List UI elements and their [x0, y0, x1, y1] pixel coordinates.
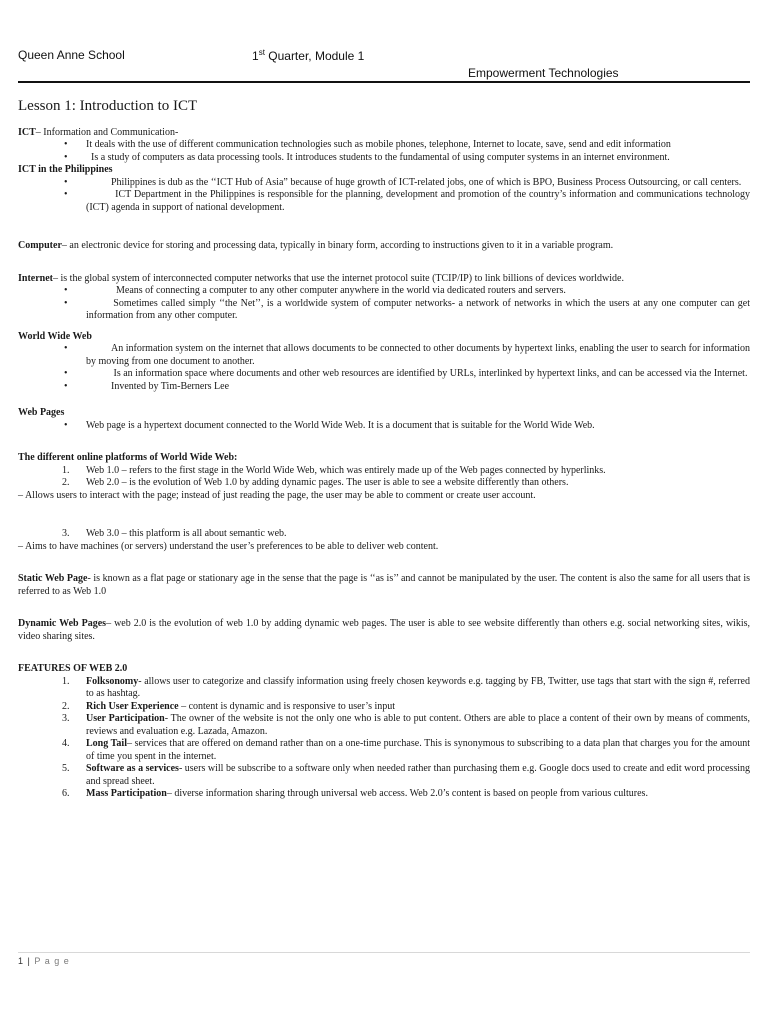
ict-definition [18, 127, 750, 140]
list-item: • Is an information space where documents and other web resources are identified by URLs, interlinked by hypertext links, and can be accessed via the Internet. [64, 368, 748, 379]
list-item: • Means of connecting a computer to any other computer anywhere in the world via dedicated routers and servers. [64, 285, 566, 296]
list-item: • Philippines is dub as the ‘‘ICT Hub of Asia” because of huge growth of ICT-related jobs, one of which is BPO, Business Process Outsourcing, or call centers. [64, 176, 742, 188]
computer-definition: Computer– an electronic device for storing and processing data, typically in binary form, according to instructions given to it in a variable program. [18, 240, 614, 251]
list-item: 3. User Participation- The owner of the website is not the only one who is able to put content. Others are able to place a content of their own by means of comments, reviews and evaluation e.g. Lazada, Amazon. [62, 713, 750, 737]
quarter-rest: Quarter, Module 1 [264, 49, 365, 63]
quarter-number: 1 [252, 49, 259, 63]
ict-ph-heading: ICT in the Philippines [18, 164, 113, 175]
page-footer [18, 956, 70, 966]
lesson-title: Lesson 1: Introduction to ICT [18, 98, 198, 114]
internet-term: Internet [18, 272, 53, 284]
ict-def: – Information and Communication- [35, 126, 179, 138]
header-rule [18, 81, 750, 83]
dynamic-term: Dynamic Web Pages [18, 618, 107, 629]
quarter-label [252, 48, 364, 63]
web3-note: – Aims to have machines (or servers) understand the user’s preferences to be able to deliver web content. [18, 540, 439, 552]
features-heading: FEATURES OF WEB 2.0 [18, 663, 128, 674]
quarter-superscript: st [258, 48, 265, 57]
www-list [18, 343, 750, 393]
www-heading: World Wide Web [18, 330, 92, 342]
internet-definition: Internet– is the global system of interconnected computer networks that use the internet protocol suite (TCIP/IP) to link billions of devices worldwide. [18, 272, 624, 284]
list-item: 2. Web 2.0 – is the evolution of Web 1.0 by adding dynamic pages. The user is able to see a website differently than others. [62, 477, 569, 488]
internet-list [18, 285, 750, 323]
document-body [18, 100, 750, 801]
list-item: • An information system on the internet that allows documents to be connected to other documents by hypertext links, enabling the user to search for information by moving from one document to another. [64, 343, 751, 367]
webpages-heading: Web Pages [18, 407, 65, 418]
platforms-list-3 [18, 528, 750, 541]
ict-term: ICT [18, 126, 36, 138]
web2-note: – Allows users to interact with the page; instead of just reading the page, the user may be able to comment or create user account. [18, 489, 536, 501]
page-label: P a g e [34, 956, 70, 966]
list-item: • Web page is a hypertext document connected to the World Wide Web. It is a document that is suitable for the World Wide Web. [64, 419, 595, 431]
list-item: 6. Mass Participation– diverse information sharing through universal web access. Web 2.0’s content is based on people from various cultures. [62, 788, 648, 799]
list-item: 5. Software as a services- users will be subscribe to a software only when needed rather than purchasing them e.g. Google docs used to create and edit word processing and spread sheet. [62, 763, 750, 787]
list-item: • Is a study of computers as data processing tools. It introduces students to the fundamental of using computer systems in an internet environment. [64, 151, 670, 163]
list-item: 2. Rich User Experience – content is dynamic and is responsive to user’s input [62, 700, 396, 712]
list-item: • Invented by Tim-Berners Lee [64, 380, 230, 392]
dynamic-definition: Dynamic Web Pages– web 2.0 is the evolution of web 1.0 by adding dynamic web pages. The user is able to see website differently than others e.g. social networking sites, wikis, video sharing sites. [18, 618, 750, 642]
static-definition: Static Web Page- is known as a flat page or stationary age in the sense that the page is ‘‘as is’’ and cannot be manipulated by the user. The content is also the same for all users that is referred to as Web 1.0 [18, 573, 750, 597]
static-term: Static Web Page [18, 573, 88, 584]
footer-rule [18, 952, 750, 953]
ict-ph-list [18, 177, 750, 215]
list-item: 1. Web 1.0 – refers to the first stage in the World Wide Web, which was entirely made up of the Web pages connected by hyperlinks. [62, 464, 606, 476]
ict-list [18, 139, 750, 164]
list-item: 4. Long Tail– services that are offered on demand rather than on a one-time purchase. This is synonymous to subscribing to a data plan that charges you for the amount of time you spent in the internet. [62, 738, 750, 762]
page-number: 1 [18, 956, 25, 966]
school-name: Queen Anne School [18, 48, 125, 62]
page-separator: | [24, 956, 35, 966]
list-item: 1. Folksonomy- allows user to categorize and classify information using freely chosen keywords e.g. tagging by FB, Twitter, use tags that start with the sign #, referred to as hashtag. [62, 675, 750, 699]
features-list [18, 676, 750, 801]
list-item: • It deals with the use of different communication technologies such as mobile phones, telephone, Internet to locate, save, send and edit information [64, 139, 671, 150]
list-item: • Sometimes called simply ‘‘the Net’’, is a worldwide system of computer networks- a network of networks in which the users at any one computer can get information from any other computer. [64, 297, 751, 321]
list-item: 3. Web 3.0 – this platform is all about semantic web. [62, 528, 287, 539]
webpages-list [18, 420, 750, 433]
list-item: • ICT Department in the Philippines is responsible for the planning, development and promotion of the country’s information and communications technology (ICT) agenda in support of national development. [64, 189, 751, 213]
subject-name: Empowerment Technologies [468, 66, 619, 80]
computer-term: Computer [18, 240, 62, 251]
platforms-list [18, 465, 750, 490]
platforms-heading: The different online platforms of World Wide Web: [18, 452, 238, 463]
